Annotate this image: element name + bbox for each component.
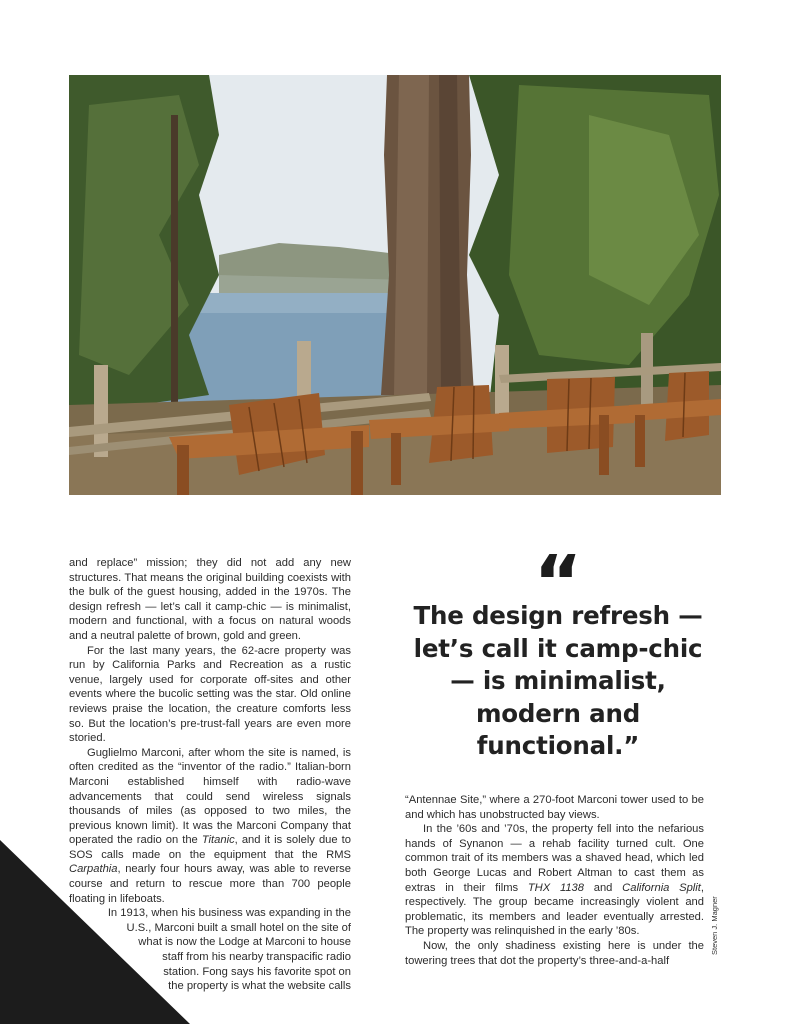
photo-credit: Steven J. Magner — [710, 896, 719, 955]
text-line: staff from his nearby transpacific radio — [162, 951, 351, 964]
pull-quote: The design refresh — let’s call it camp-chic — is minimalist, modern and functional.” — [413, 601, 703, 760]
text-line: U.S., Marconi built a small hotel on the site of — [126, 921, 351, 934]
text-run: and — [584, 881, 623, 894]
paragraph: “Antennae Site,” where a 270-foot Marconi tower used to be and which has unobstructed bay views. — [405, 794, 704, 821]
ship-name-titanic: Titanic — [201, 834, 235, 847]
text-run: , respectively. The group became increasingly violent and problematic, its members and leader eventually arrested. The property was relinquished in the early ’80s. — [405, 881, 704, 938]
text-run: , and it is solely due to SOS calls made on the equipment that the RMS — [69, 834, 351, 861]
text-run: In the ’60s and ’70s, the property fell into the nefarious hands of Synanon — a rehab facility turned cult. One common trait of its members was a shaved head, which led both George Lucas and Robert Altman to cast them as extras in their films — [405, 823, 704, 894]
ship-name-carpathia: Carpathia — [69, 863, 118, 876]
quote-mark-icon: “ — [533, 540, 583, 626]
paragraph: Now, the only shadiness existing here is under the towering trees that dot the property’s three-and-a-half — [405, 939, 704, 967]
text-line: station. Fong says his favorite spot on — [163, 965, 351, 978]
paragraph: and replace” mission; they did not add any new structures. That means the original building coexists with the bulk of the guest housing, added in the 1970s. The design refresh — let’s call it camp-chic — is minimalist, modern and functional, with a focus on natural woods and a neutral palette of brown, gold and green. — [69, 557, 351, 642]
film-title-california-split: California Split — [622, 881, 701, 894]
text-line: what is now the Lodge at Marconi to house — [138, 936, 351, 949]
corner-decoration — [0, 840, 200, 1024]
paragraph — [405, 822, 704, 939]
text-run: Guglielmo Marconi, after whom the site is named, is often credited as the “inventor of the radio.” Italian-born Marconi established himself with radio-wave advancements that could send wireless signals thousands of miles (as opposed to two miles, the previous known limit). It was the Marconi Company that operated the radio on the — [69, 746, 351, 847]
film-title-thx: THX 1138 — [527, 881, 585, 894]
article-column-right — [405, 793, 704, 968]
text-run: , nearly four hours away, was able to reverse course and return to rescue more than 700 people floating in lifeboats. — [69, 863, 351, 905]
text-line: In 1913, when his business was expanding in the — [107, 907, 351, 920]
text-line: the property is what the website calls — [168, 980, 351, 993]
hero-photo — [69, 75, 721, 495]
paragraph: For the last many years, the 62-acre property was run by California Parks and Recreation as a rustic venue, largely used for corporate off-sites and other events where the bucolic setting was the star. Old online reviews praise the location, the creature comforts less so. But the location’s pre-trust-fall years are even more storied. — [69, 644, 351, 745]
landscape-photo-illustration — [69, 75, 721, 495]
